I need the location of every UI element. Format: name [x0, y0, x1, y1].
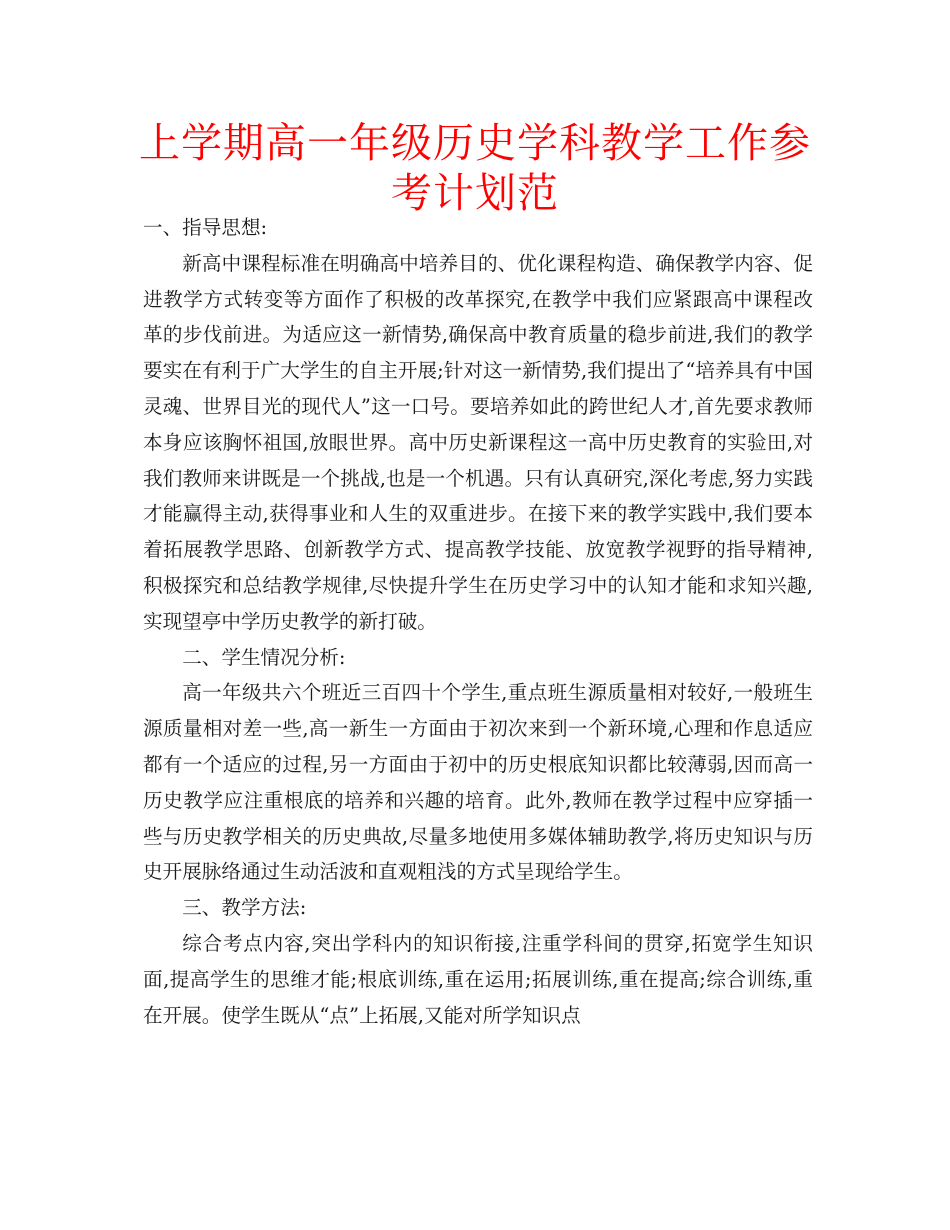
section-heading-teaching-methods: 三、教学方法: [182, 896, 307, 920]
document-title: 上学期高一年级历史学科教学工作参考计划范 [139, 119, 811, 217]
section-paragraph-guiding-ideology: 新高中课程标准在明确高中培养目的、优化课程构造、确保教学内容、促进教学方式转变等方面作了积极的改革探究,在教学中我们应紧跟高中课程改革的步伐前进。为适应这一新情势,确保高中教育质量的稳步前进,我们的教学要实在有利于广大学生的自主开展;针对这一新情势,我们提出了“培养具有中国灵魂、世界目光的现代人”这一口号。要培养如此的跨世纪人才,首先要求教师本身应该胸怀祖国,放眼世界。高中历史新课程这一高中历史教育的实验田,对我们教师来讲既是一个挑战,也是一个机遇。只有认真研究,深化考虑,努力实践才能赢得主动,获得事业和人生的双重进步。在接下来的教学实践中,我们要本着拓展教学思路、创新教学方式、提高教学技能、放宽教学视野的指导精神,积极探究和总结教学规律,尽快提升学生在历史学习中的认知才能和求知兴趣,实现望亭中学历史教学的新打破。 [143, 251, 813, 633]
section-paragraph-teaching-methods: 综合考点内容,突出学科内的知识衔接,注重学科间的贯穿,拓宽学生知识面,提高学生的思维才能;根底训练,重在运用;拓展训练,重在提高;综合训练,重在开展。使学生既从“点”上拓展,又能对所学知识点 [143, 931, 813, 1027]
section-heading-student-analysis: 二、学生情况分析: [182, 645, 346, 669]
section-heading-guiding-ideology: 一、指导思想: [143, 216, 268, 239]
section-paragraph-student-analysis: 高一年级共六个班近三百四十个学生,重点班生源质量相对较好,一般班生源质量相对差一些,高一新生一方面由于初次来到一个新环境,心理和作息适应都有一个适应的过程,另一方面由于初中的历史根底知识都比较薄弱,因而高一历史教学应注重根底的培养和兴趣的培育。此外,教师在教学过程中应穿插一些与历史教学相关的历史典故,尽量多地使用多媒体辅助教学,将历史知识与历史开展脉络通过生动活波和直观粗浅的方式呈现给学生。 [143, 681, 813, 884]
document-body [143, 210, 813, 1033]
